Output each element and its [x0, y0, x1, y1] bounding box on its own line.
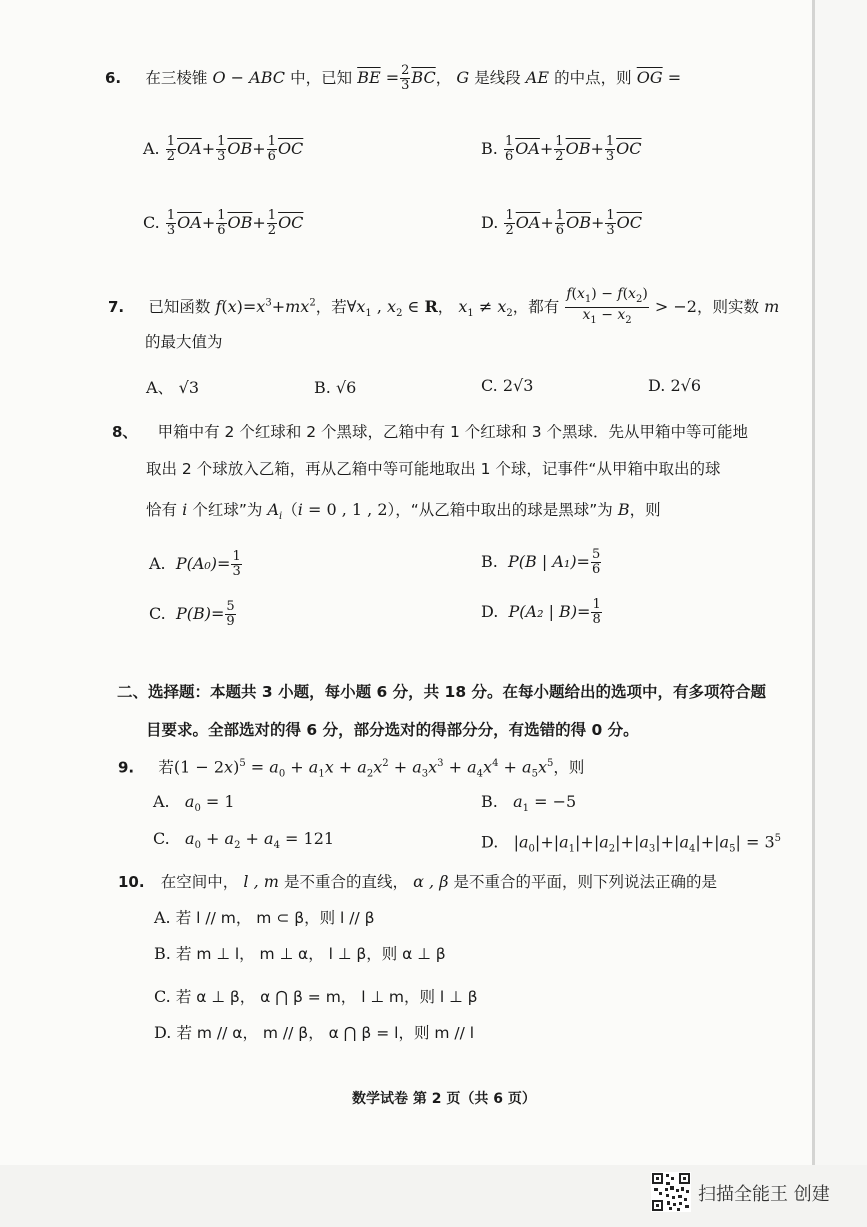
q8-option-b[interactable]: B. P(B | A₁)= $\frac{5}{6}$	[481, 547, 601, 577]
option-value: √3	[178, 378, 200, 397]
q7-option-a[interactable]: A、 √3	[146, 378, 200, 397]
q9-option-b[interactable]: B. $a_1 = -5$	[481, 792, 577, 815]
option-text: 若 m ⊥ l， m ⊥ α， l ⊥ β，则 α ⊥ β	[175, 945, 446, 963]
q6-option-c[interactable]: C. $\frac{1}{3}$ $\overline{OA}+$ $\frac{1}{6}$ $\overline{OB}+$ $\frac{1}{2}$ $\overline{OC}$	[143, 208, 304, 238]
option-text: 若 m // α， m // β， α ⋂ β = l，则 m // l	[176, 1024, 475, 1042]
page-footer: 数学试卷 第 2 页（共 6 页）	[352, 1091, 536, 1107]
question-number: 10.	[118, 873, 145, 891]
option-label: D.	[481, 213, 499, 232]
q7-option-c[interactable]: C. 2√3	[481, 376, 534, 395]
option-label: B.	[481, 139, 498, 158]
section-2-heading: 二、选择题：本题共 3 小题，每小题 6 分，共 18 分。在每小题给出的选项中，有多项符合题	[117, 683, 767, 701]
question-7-stem-line2: 的最大值为	[145, 333, 223, 351]
question-9-stem: 9. 若$(1 - 2x)^5 = a_0 + a_1x + a_2x^2 + a_3x^3 + a_4x^4 + a_5x^5$，则	[118, 757, 585, 780]
option-text: 若 α ⊥ β， α ⋂ β = m， l ⊥ m，则 l ⊥ β	[175, 988, 478, 1006]
q9-option-a[interactable]: A. $a_0 = 1$	[153, 792, 235, 815]
point-g: G	[456, 68, 470, 87]
segment-ae: AE	[525, 68, 550, 87]
q9-option-c[interactable]: C. $a_0 + a_2 + a_4 = 121$	[153, 829, 335, 852]
q9-option-d[interactable]: D. $|a_0|+|a_1|+|a_2|+|a_3|+|a_4|+|a_5| = 3^5$	[481, 832, 781, 855]
fraction: $\frac{2}{3}$	[401, 63, 410, 93]
stem-text: 的中点，则	[554, 69, 632, 87]
question-number: 7.	[108, 297, 125, 316]
q10-option-a[interactable]: A. 若 l // m， m ⊂ β，则 l // β	[154, 908, 375, 927]
option-label: A.	[143, 139, 160, 158]
vector-og: $\overline{OG}$	[636, 68, 663, 87]
option-lhs: P(B | A₁)=	[508, 552, 590, 571]
question-8-line3: 恰有 i 个红球”为 $A_i(i = 0$ , 1 , 2），“从乙箱中取出的球是黑球”为 B，则	[146, 500, 661, 523]
question-number: 8、	[112, 423, 138, 441]
watermark-text: 扫描全能王 创建	[698, 1184, 830, 1205]
q10-option-c[interactable]: C. 若 α ⊥ β， α ⋂ β = m， l ⊥ m，则 l ⊥ β	[154, 987, 478, 1006]
page-edge	[812, 0, 815, 1165]
question-10-stem: 10. 在空间中， l , m 是不重合的直线， α , β 是不重合的平面，则下列说法正确的是	[118, 872, 718, 891]
q10-option-b[interactable]: B. 若 m ⊥ l， m ⊥ α， l ⊥ β，则 α ⊥ β	[154, 944, 446, 963]
q10-option-d[interactable]: D. 若 m // α， m // β， α ⋂ β = l，则 m // l	[154, 1023, 475, 1042]
q8-option-d[interactable]: D. P(A₂ | B)= $\frac{1}{8}$	[481, 597, 601, 627]
option-lhs: P(B)=	[175, 604, 225, 623]
option-label: C.	[143, 213, 160, 232]
stem-text: 是线段	[474, 69, 521, 87]
option-text: 若 l // m， m ⊂ β，则 l // β	[175, 909, 375, 927]
question-number: 6.	[105, 69, 122, 87]
option-lhs: P(A₀)=	[175, 554, 231, 573]
q8-option-c[interactable]: C. P(B)= $\frac{5}{9}$	[149, 599, 235, 629]
option-value: 2√3	[502, 376, 534, 395]
question-8-line1: 8、 甲箱中有 2 个红球和 2 个黑球，乙箱中有 1 个红球和 3 个黑球．先从甲箱中等可能地	[112, 423, 748, 441]
q6-option-d[interactable]: D. $\frac{1}{2}$ $\overline{OA}+$ $\frac{1}{6}$ $\overline{OB}+$ $\frac{1}{3}$ $\overline{OC}$	[481, 208, 642, 238]
option-value: √6	[335, 378, 357, 397]
pyramid-name: O − ABC	[212, 68, 285, 87]
q7-option-d[interactable]: D. 2√6	[648, 376, 701, 395]
qr-code-icon	[651, 1172, 691, 1212]
option-lhs: P(A₂ | B)=	[508, 602, 591, 621]
q8-option-a[interactable]: A. P(A₀)= $\frac{1}{3}$	[149, 549, 241, 579]
question-7-stem: 7. 已知函数 $f(x)=x^3+mx^2$，若$\forall x_1$ , $x_2$ ∈ R， $x_1 \ne x_2$，都有 $\frac{f(x_1) - f(x_2)}{x_1 - x_2}$ > −2，则实数 m	[108, 286, 780, 326]
stem-text: 在三棱锥	[145, 69, 208, 87]
question-8-line2: 取出 2 个球放入乙箱，再从乙箱中等可能地取出 1 个球，记事件“从甲箱中取出的球	[146, 460, 721, 478]
q6-option-b[interactable]: B. $\frac{1}{6}$ $\overline{OA}+$ $\frac{1}{2}$ $\overline{OB}+$ $\frac{1}{3}$ $\overline{OC}$	[481, 134, 642, 164]
vector-be: $\overline{BE}$	[357, 68, 381, 87]
section-2-instructions: 目要求。全部选对的得 6 分，部分选对的得部分分，有选错的得 0 分。	[146, 721, 639, 739]
q7-option-b[interactable]: B. √6	[314, 378, 357, 397]
q6-option-a[interactable]: A. $\frac{1}{2}$ $\overline{OA}+$ $\frac{1}{3}$ $\overline{OB}+$ $\frac{1}{6}$ $\overline{OC}$	[143, 134, 304, 164]
option-value: 2√6	[670, 376, 701, 395]
question-number: 9.	[118, 758, 135, 777]
vector-bc: $\overline{BC}$	[411, 68, 436, 87]
question-6-stem: 6. 在三棱锥 O − ABC 中，已知 $\overline{BE}$ = $\frac{2}{3}$ $\overline{BC}$， G 是线段 AE 的中点，则 $\overline{OG}$ =	[105, 63, 682, 93]
stem-text: 中，已知	[290, 69, 353, 87]
